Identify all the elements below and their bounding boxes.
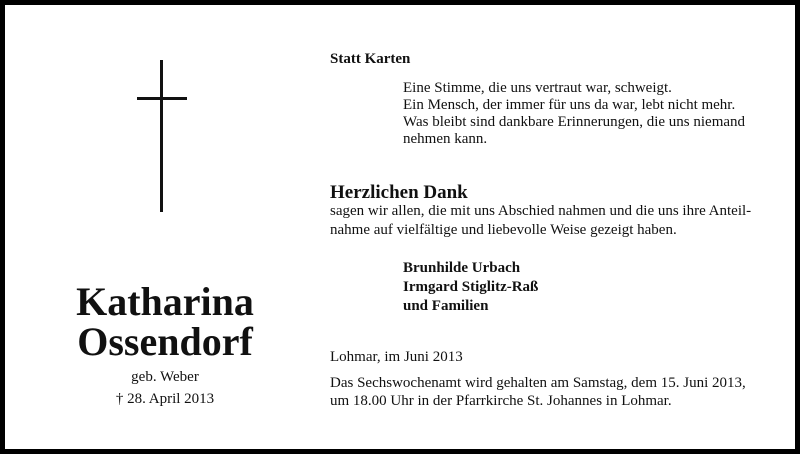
thanks-line: sagen wir allen, die mit uns Abschied nahmen und die uns ihre Anteil-	[330, 203, 752, 219]
poem	[403, 80, 745, 148]
service-line: Das Sechswochenamt wird gehalten am Samstag, dem 15. Juni 2013,	[330, 375, 746, 391]
poem-line: Eine Stimme, die uns vertraut war, schweigt.	[403, 80, 672, 96]
poem-line: Was bleibt sind dankbare Erinnerungen, die uns niemand	[403, 114, 746, 130]
deceased-last-name: Ossendorf	[77, 319, 253, 364]
deceased-first-name: Katharina	[76, 279, 254, 324]
service-line: um 18.00 Uhr in der Pfarrkirche St. Johannes in Lohmar.	[330, 393, 672, 409]
place-date: Lohmar, im Juni 2013	[330, 349, 463, 365]
poem-line: nehmen kann.	[403, 131, 488, 147]
signer: Irmgard Stiglitz-Raß	[403, 279, 539, 295]
header-statt-karten: Statt Karten	[330, 51, 411, 67]
thanks-text	[330, 202, 751, 240]
thanks-title: Herzlichen Dank	[330, 182, 468, 203]
signer: Brunhilde Urbach	[403, 260, 521, 276]
thanks-line: nahme auf vielfältige und liebevolle Weise gezeigt haben.	[330, 222, 677, 238]
death-date: † 28. April 2013	[115, 391, 215, 407]
service-info	[330, 374, 746, 410]
signer: und Familien	[403, 298, 489, 314]
maiden-name: geb. Weber	[131, 369, 199, 385]
signers	[403, 259, 538, 316]
cross-icon	[137, 60, 187, 212]
poem-line: Ein Mensch, der immer für uns da war, lebt nicht mehr.	[403, 97, 736, 113]
